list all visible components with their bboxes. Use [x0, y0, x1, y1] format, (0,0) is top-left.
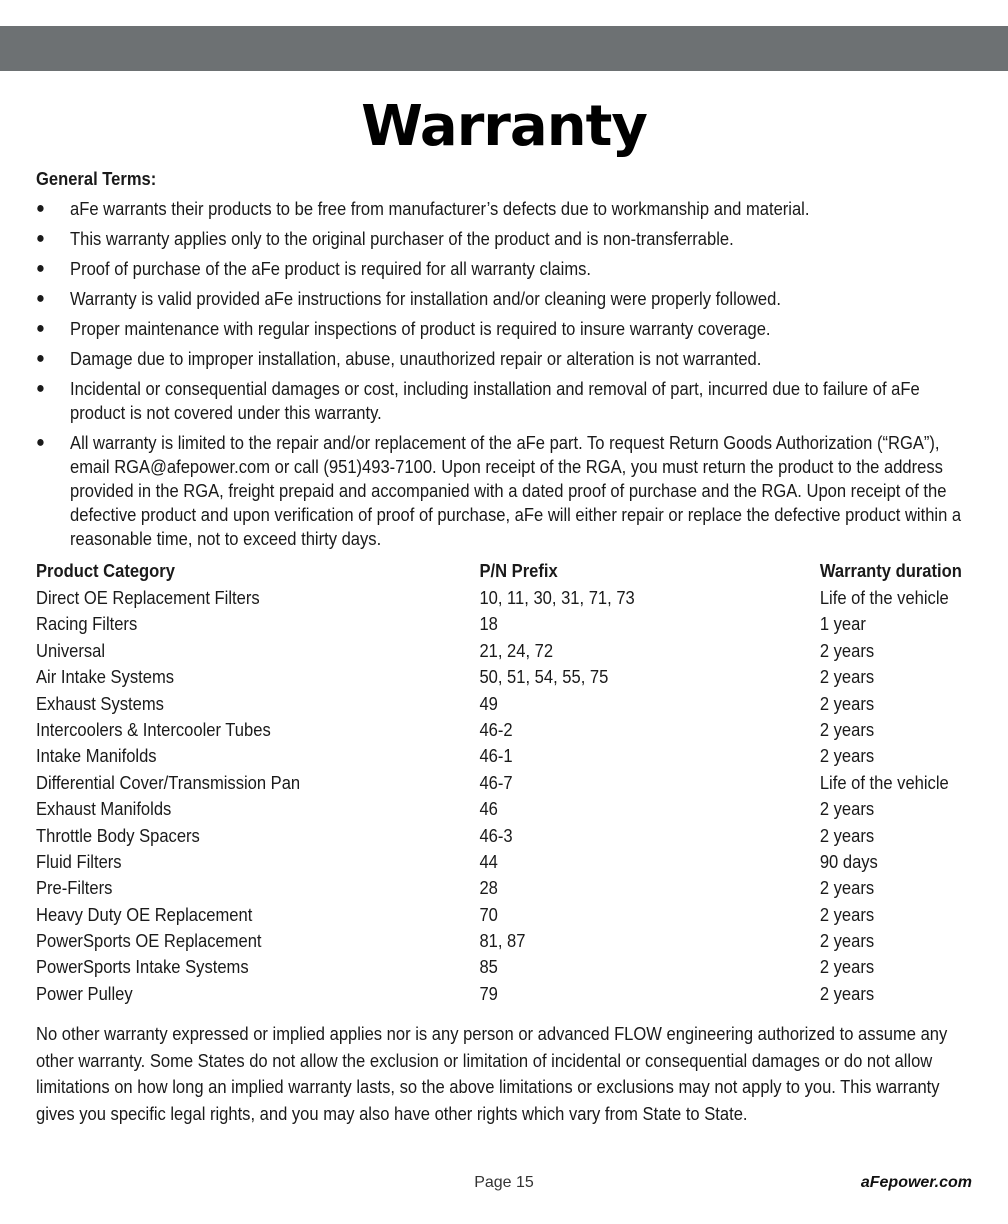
cell-category: Pre-Filters [36, 878, 113, 899]
term-item [36, 197, 976, 221]
table-row [36, 981, 976, 1007]
column-header-duration: Warranty duration [819, 561, 962, 581]
term-item [36, 287, 976, 311]
bullet-icon: ● [36, 260, 45, 277]
cell-duration: Life of the vehicle [819, 588, 949, 608]
bullet-icon: ● [36, 290, 45, 307]
warranty-content [36, 167, 976, 1127]
bullet-icon: ● [36, 230, 45, 247]
page-footer [0, 1171, 1008, 1195]
cell-duration: 2 years [819, 983, 875, 1004]
term-item [36, 317, 976, 341]
table-row [36, 928, 976, 954]
table-row [36, 638, 976, 664]
term-text: Proper maintenance with regular inspections of product is required to insure warranty coverage. [70, 319, 771, 339]
general-terms-heading: General Terms: [36, 169, 157, 189]
table-row [36, 849, 976, 875]
bullet-icon: ● [36, 434, 45, 451]
cell-duration: Life of the vehicle [819, 772, 949, 793]
cell-prefix: 85 [479, 957, 498, 978]
table-row [36, 611, 976, 637]
term-text: This warranty applies only to the original purchaser of the product and is non-transferrable. [70, 229, 734, 249]
cell-prefix: 10, 11, 30, 31, 71, 73 [479, 588, 635, 608]
term-item [36, 347, 976, 371]
cell-prefix: 44 [479, 851, 498, 872]
general-terms-list [36, 197, 976, 551]
cell-prefix: 46-7 [479, 772, 513, 793]
bullet-icon: ● [36, 200, 45, 217]
term-item [36, 431, 976, 551]
table-row [36, 717, 976, 743]
cell-prefix: 46-3 [479, 825, 513, 846]
cell-prefix: 28 [479, 878, 498, 899]
bullet-icon: ● [36, 320, 45, 337]
term-text: Incidental or consequential damages or cost, including installation and removal of part, incurred due to failure of aFe product is not covered under this warranty. [70, 379, 920, 423]
cell-prefix: 50, 51, 54, 55, 75 [479, 667, 609, 688]
cell-category: Exhaust Manifolds [36, 799, 172, 820]
page-title: Warranty [361, 94, 647, 159]
cell-duration: 2 years [819, 693, 875, 714]
cell-prefix: 46-2 [479, 719, 513, 740]
cell-duration: 90 days [819, 851, 878, 872]
term-text: Warranty is valid provided aFe instructions for installation and/or cleaning were properly followed. [70, 289, 781, 309]
cell-category: Intercoolers & Intercooler Tubes [36, 719, 271, 740]
warranty-table [36, 558, 976, 1007]
column-header-prefix: P/N Prefix [479, 561, 558, 581]
cell-duration: 1 year [819, 614, 866, 635]
cell-category: Throttle Body Spacers [36, 825, 200, 846]
cell-duration: 2 years [819, 878, 875, 899]
disclaimer-text: No other warranty expressed or implied applies nor is any person or advanced FLOW engineering authorized to assume any other warranty. Some States do not allow the exclusion or limitation of incidental or consequential damages or do not allow limitations on how long an implied warranty lasts, so the above limitations or exclusions may not apply to you. This warranty gives you specific legal rights, and you may also have other rights which vary from State to State. [36, 1024, 948, 1124]
cell-prefix: 18 [479, 614, 498, 635]
cell-category: Racing Filters [36, 614, 138, 635]
cell-prefix: 49 [479, 693, 498, 714]
term-text: Damage due to improper installation, abuse, unauthorized repair or alteration is not warranted. [70, 349, 762, 369]
cell-prefix: 79 [479, 983, 498, 1004]
table-row [36, 902, 976, 928]
cell-category: Differential Cover/Transmission Pan [36, 772, 301, 793]
table-row [36, 770, 976, 796]
cell-prefix: 46-1 [479, 746, 513, 767]
cell-prefix: 70 [479, 904, 498, 925]
cell-category: Direct OE Replacement Filters [36, 588, 260, 608]
cell-duration: 2 years [819, 904, 875, 925]
cell-category: Heavy Duty OE Replacement [36, 904, 253, 925]
cell-duration: 2 years [819, 957, 875, 978]
cell-category: Power Pulley [36, 983, 133, 1004]
cell-prefix: 46 [479, 799, 498, 820]
bullet-icon: ● [36, 350, 45, 367]
page-number: Page 15 [474, 1174, 534, 1191]
cell-category: PowerSports Intake Systems [36, 957, 249, 978]
cell-duration: 2 years [819, 719, 875, 740]
cell-duration: 2 years [819, 799, 875, 820]
term-item [36, 257, 976, 281]
table-row [36, 823, 976, 849]
bullet-icon: ● [36, 380, 45, 397]
cell-category: Air Intake Systems [36, 667, 175, 688]
column-header-category: Product Category [36, 561, 175, 581]
table-row [36, 664, 976, 690]
term-text: All warranty is limited to the repair and/or replacement of the aFe part. To request Return Goods Authorization (“RGA”), email RGA@afepower.com or call (951)493-7100. Upon receipt of the RGA, you must return the product to the address provided in the RGA, freight prepaid and accompanied with a dated proof of purchase and the RGA. Upon receipt of the defective product and upon verification of proof of purchase, aFe will either repair or replace the defective product within a reasonable time, not to exceed thirty days. [70, 433, 962, 549]
table-body [36, 585, 976, 1007]
term-item [36, 227, 976, 251]
header-bar [0, 26, 1008, 71]
cell-category: Intake Manifolds [36, 746, 157, 767]
table-row [36, 585, 976, 611]
table-header-row [36, 558, 976, 585]
table-row [36, 743, 976, 769]
cell-prefix: 81, 87 [479, 931, 526, 952]
cell-category: Universal [36, 640, 106, 661]
cell-duration: 2 years [819, 640, 875, 661]
cell-duration: 2 years [819, 931, 875, 952]
cell-duration: 2 years [819, 825, 875, 846]
table-row [36, 954, 976, 980]
cell-category: PowerSports OE Replacement [36, 931, 262, 952]
cell-duration: 2 years [819, 667, 875, 688]
term-text: aFe warrants their products to be free from manufacturer’s defects due to workmanship and material. [70, 199, 810, 219]
cell-prefix: 21, 24, 72 [479, 640, 554, 661]
cell-duration: 2 years [819, 746, 875, 767]
website-link[interactable]: aFepower.com [860, 1174, 972, 1191]
term-item [36, 377, 976, 425]
cell-category: Exhaust Systems [36, 693, 164, 714]
term-text: Proof of purchase of the aFe product is required for all warranty claims. [70, 259, 592, 279]
table-row [36, 796, 976, 822]
cell-category: Fluid Filters [36, 851, 122, 872]
table-row [36, 691, 976, 717]
table-row [36, 875, 976, 901]
